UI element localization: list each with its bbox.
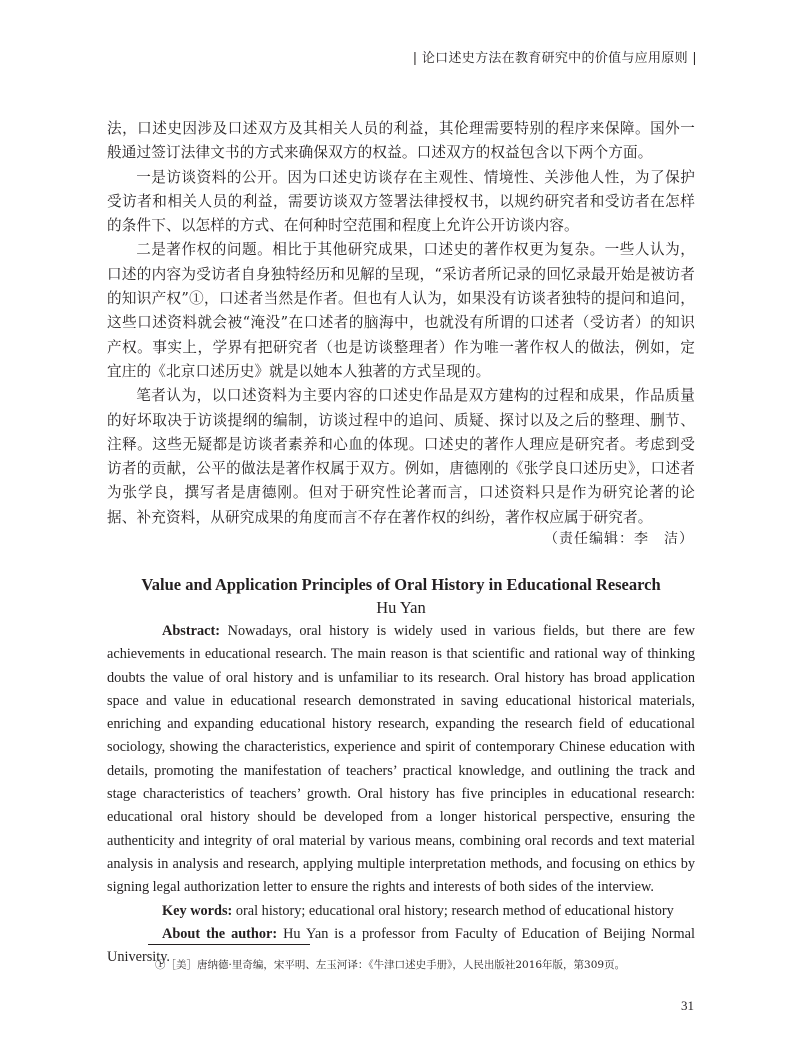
- page-number: 31: [681, 998, 694, 1013]
- chinese-body-text: [107, 117, 695, 530]
- body-paragraph-1: 法，口述史因涉及口述双方及其相关人员的利益，其伦理需要特别的程序来保障。国外一般通过签订法律文书的方式来确保双方的权益。口述双方的权益包含以下两个方面。: [107, 120, 695, 162]
- body-paragraph-2: 一是访谈资料的公开。因为口述史访谈存在主观性、情境性、关涉他人性，为了保护受访者和相关人员的利益，需要访谈双方签署法律授权书，以规约研究者和受访者在怎样的条件下、以怎样的方式、在何种时空范围和程度上允许公开访谈内容。: [107, 168, 695, 235]
- about-author-text: Hu Yan is a professor from Faculty of Education of Beijing Normal University.: [107, 925, 695, 966]
- abstract-text: Nowadays, oral history is widely used in various fields, but there are few achievements in educational research. The main reason is that scientific and rational way of thinking doubts the value of oral history and is unfamiliar to its research. Oral history has broad application space and value in educational research demonstrated in saving educational historical materials, enriching and expanding educational history research, expanding the research field of educational sociology, showing the characteristics, experience and spirit of contemporary Chinese education with details, promoting the manifestation of teachers’ practical knowledge, and outlining the track and stage characteristics of teachers’ growth. Oral history has five principles in educational research: educational oral history should be developed from a longer historical perspective, ensuring the authenticity and integrity of oral material by various means, combining oral records and text material analysis in analysis and research, applying multiple interpretation methods, and focusing on ethics by signing legal authorization letter to ensure the rights and interests of both sides of the interview.: [107, 623, 695, 896]
- keywords-label: Key words:: [162, 902, 233, 919]
- footnote: ①［美］唐纳德·里奇编，宋平明、左玉河译：《牛津口述史手册》，人民出版社2016年版，第309页。: [155, 959, 626, 971]
- about-author-label: About the author:: [162, 925, 278, 942]
- editor-note: （责任编辑：李 洁）: [544, 531, 694, 547]
- keywords-paragraph: [107, 900, 695, 923]
- keywords-text: oral history; educational oral history; research method of educational history: [232, 902, 674, 919]
- abstract-paragraph: [107, 620, 695, 900]
- body-paragraph-3: 二是著作权的问题。相比于其他研究成果，口述史的著作权更为复杂。一些人认为，口述的内容为受访者自身独特经历和见解的呈现，“采访者所记录的回忆录最开始是被访者的知识产权”①，口述者当然是作者。但也有人认为，如果没有访谈者独特的提问和追问，这些口述资料就会被“淹没”在口述者的脑海中，也就没有所谓的口述者（受访者）的知识产权。事实上，学界有把研究者（也是访谈整理者）作为唯一著作权人的做法，例如，定宜庄的《北京口述历史》就是以她本人独著的方式呈现的。: [107, 241, 695, 380]
- footnote-divider: [148, 944, 310, 945]
- english-author: Hu Yan: [376, 598, 426, 617]
- english-abstract-block: [107, 620, 695, 969]
- english-title: Value and Application Principles of Oral History in Educational Research: [141, 575, 661, 594]
- running-head: | 论口述史方法在教育研究中的价值与应用原则 |: [412, 51, 697, 66]
- body-paragraph-4: 笔者认为，以口述资料为主要内容的口述史作品是双方建构的过程和成果，作品质量的好坏取决于访谈提纲的编制，访谈过程中的追问、质疑、探讨以及之后的整理、删节、注释。这些无疑都是访谈者素养和心血的体现。口述史的著作人理应是研究者。考虑到受访者的贡献，公平的做法是著作权属于双方。例如，唐德刚的《张学良口述历史》，口述者为张学良，撰写者是唐德刚。但对于研究性论著而言，口述资料只是作为研究论著的论据、补充资料，从研究成果的角度而言不存在著作权的纠纷，著作权应属于研究者。: [107, 387, 695, 526]
- abstract-label: Abstract:: [162, 623, 220, 639]
